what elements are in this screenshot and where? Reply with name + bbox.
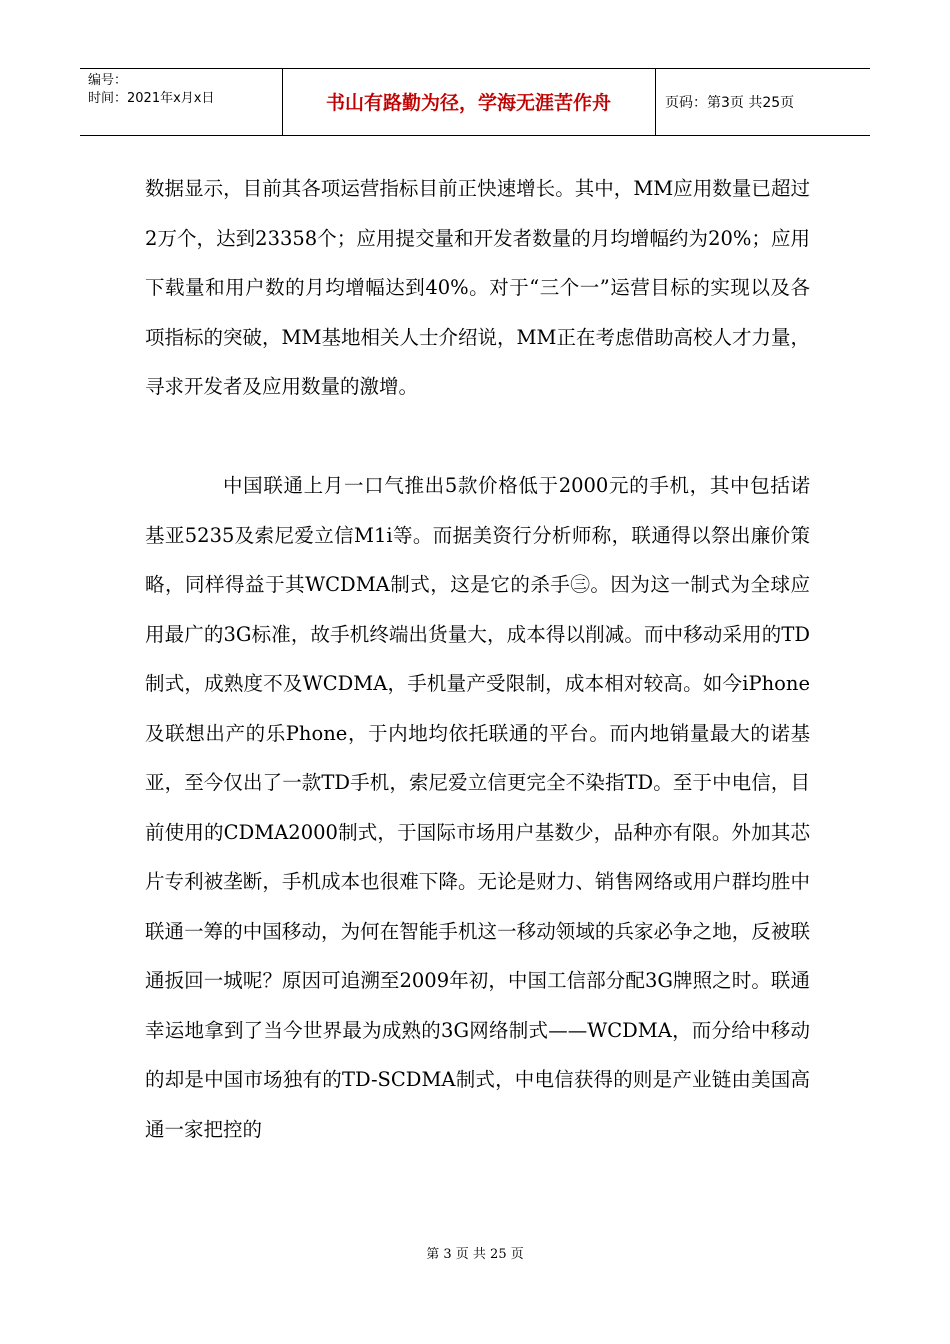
page-header [80, 68, 870, 136]
document-number-label: 编号： [88, 73, 128, 88]
body-paragraph-2: 中国联通上月一口气推出5款价格低于2000元的手机，其中包括诺基亚5235及索尼爱立信M1i等。而据美资行分析师称，联通得以祭出廉价策略，同样得益于其WCDMA制式，这是它的杀手㊂。因为这一制式为全球应用最广的3G标准，故手机终端出货量大，成本得以削减。而中移动采用的TD制式，成熟度不及WCDMA，手机量产受限制，成本相对较高。如今iPhone及联想出产的乐Phone，于内地均依托联通的平台。而内地销量最大的诺基亚，至今仅出了一款TD手机，索尼爱立信更完全不染指TD。至于中电信，目前使用的CDMA2000制式，于国际市场用户基数少，品种亦有限。外加其芯片专利被垄断，手机成本也很难下降。无论是财力、销售网络或用户群均胜中联通一筹的中国移动，为何在智能手机这一移动领域的兵家必争之地，反被联通扳回一城呢？原因可追溯至2009年初，中国工信部分配3G牌照之时。联通幸运地拿到了当今世界最为成熟的3G网络制式——WCDMA，而分给中移动的却是中国市场独有的TD-SCDMA制式，中电信获得的则是产业链由美国高通一家把控的 [145, 474, 810, 1141]
header-page-cell [655, 69, 870, 135]
document-body [145, 164, 810, 1154]
header-page-info: 页码：第3页 共25页 [665, 95, 795, 111]
page-footer: 第 3 页 共 25 页 [426, 1247, 524, 1262]
header-motto-cell [282, 69, 656, 135]
header-meta-cell [80, 69, 283, 135]
body-paragraph-1: 数据显示，目前其各项运营指标目前正快速增长。其中，MM应用数量已超过2万个，达到23358个；应用提交量和开发者数量的月均增幅约为20%；应用下载量和用户数的月均增幅达到40%。对于“三个一”运营目标的实现以及各项指标的突破，MM基地相关人士介绍说，MM正在考虑借助高校人才力量，寻求开发者及应用数量的激增。 [145, 177, 810, 398]
header-motto: 书山有路勤为径，学海无涯苦作舟 [325, 92, 611, 114]
document-time-label: 时间：2021年x月x日 [88, 91, 215, 106]
